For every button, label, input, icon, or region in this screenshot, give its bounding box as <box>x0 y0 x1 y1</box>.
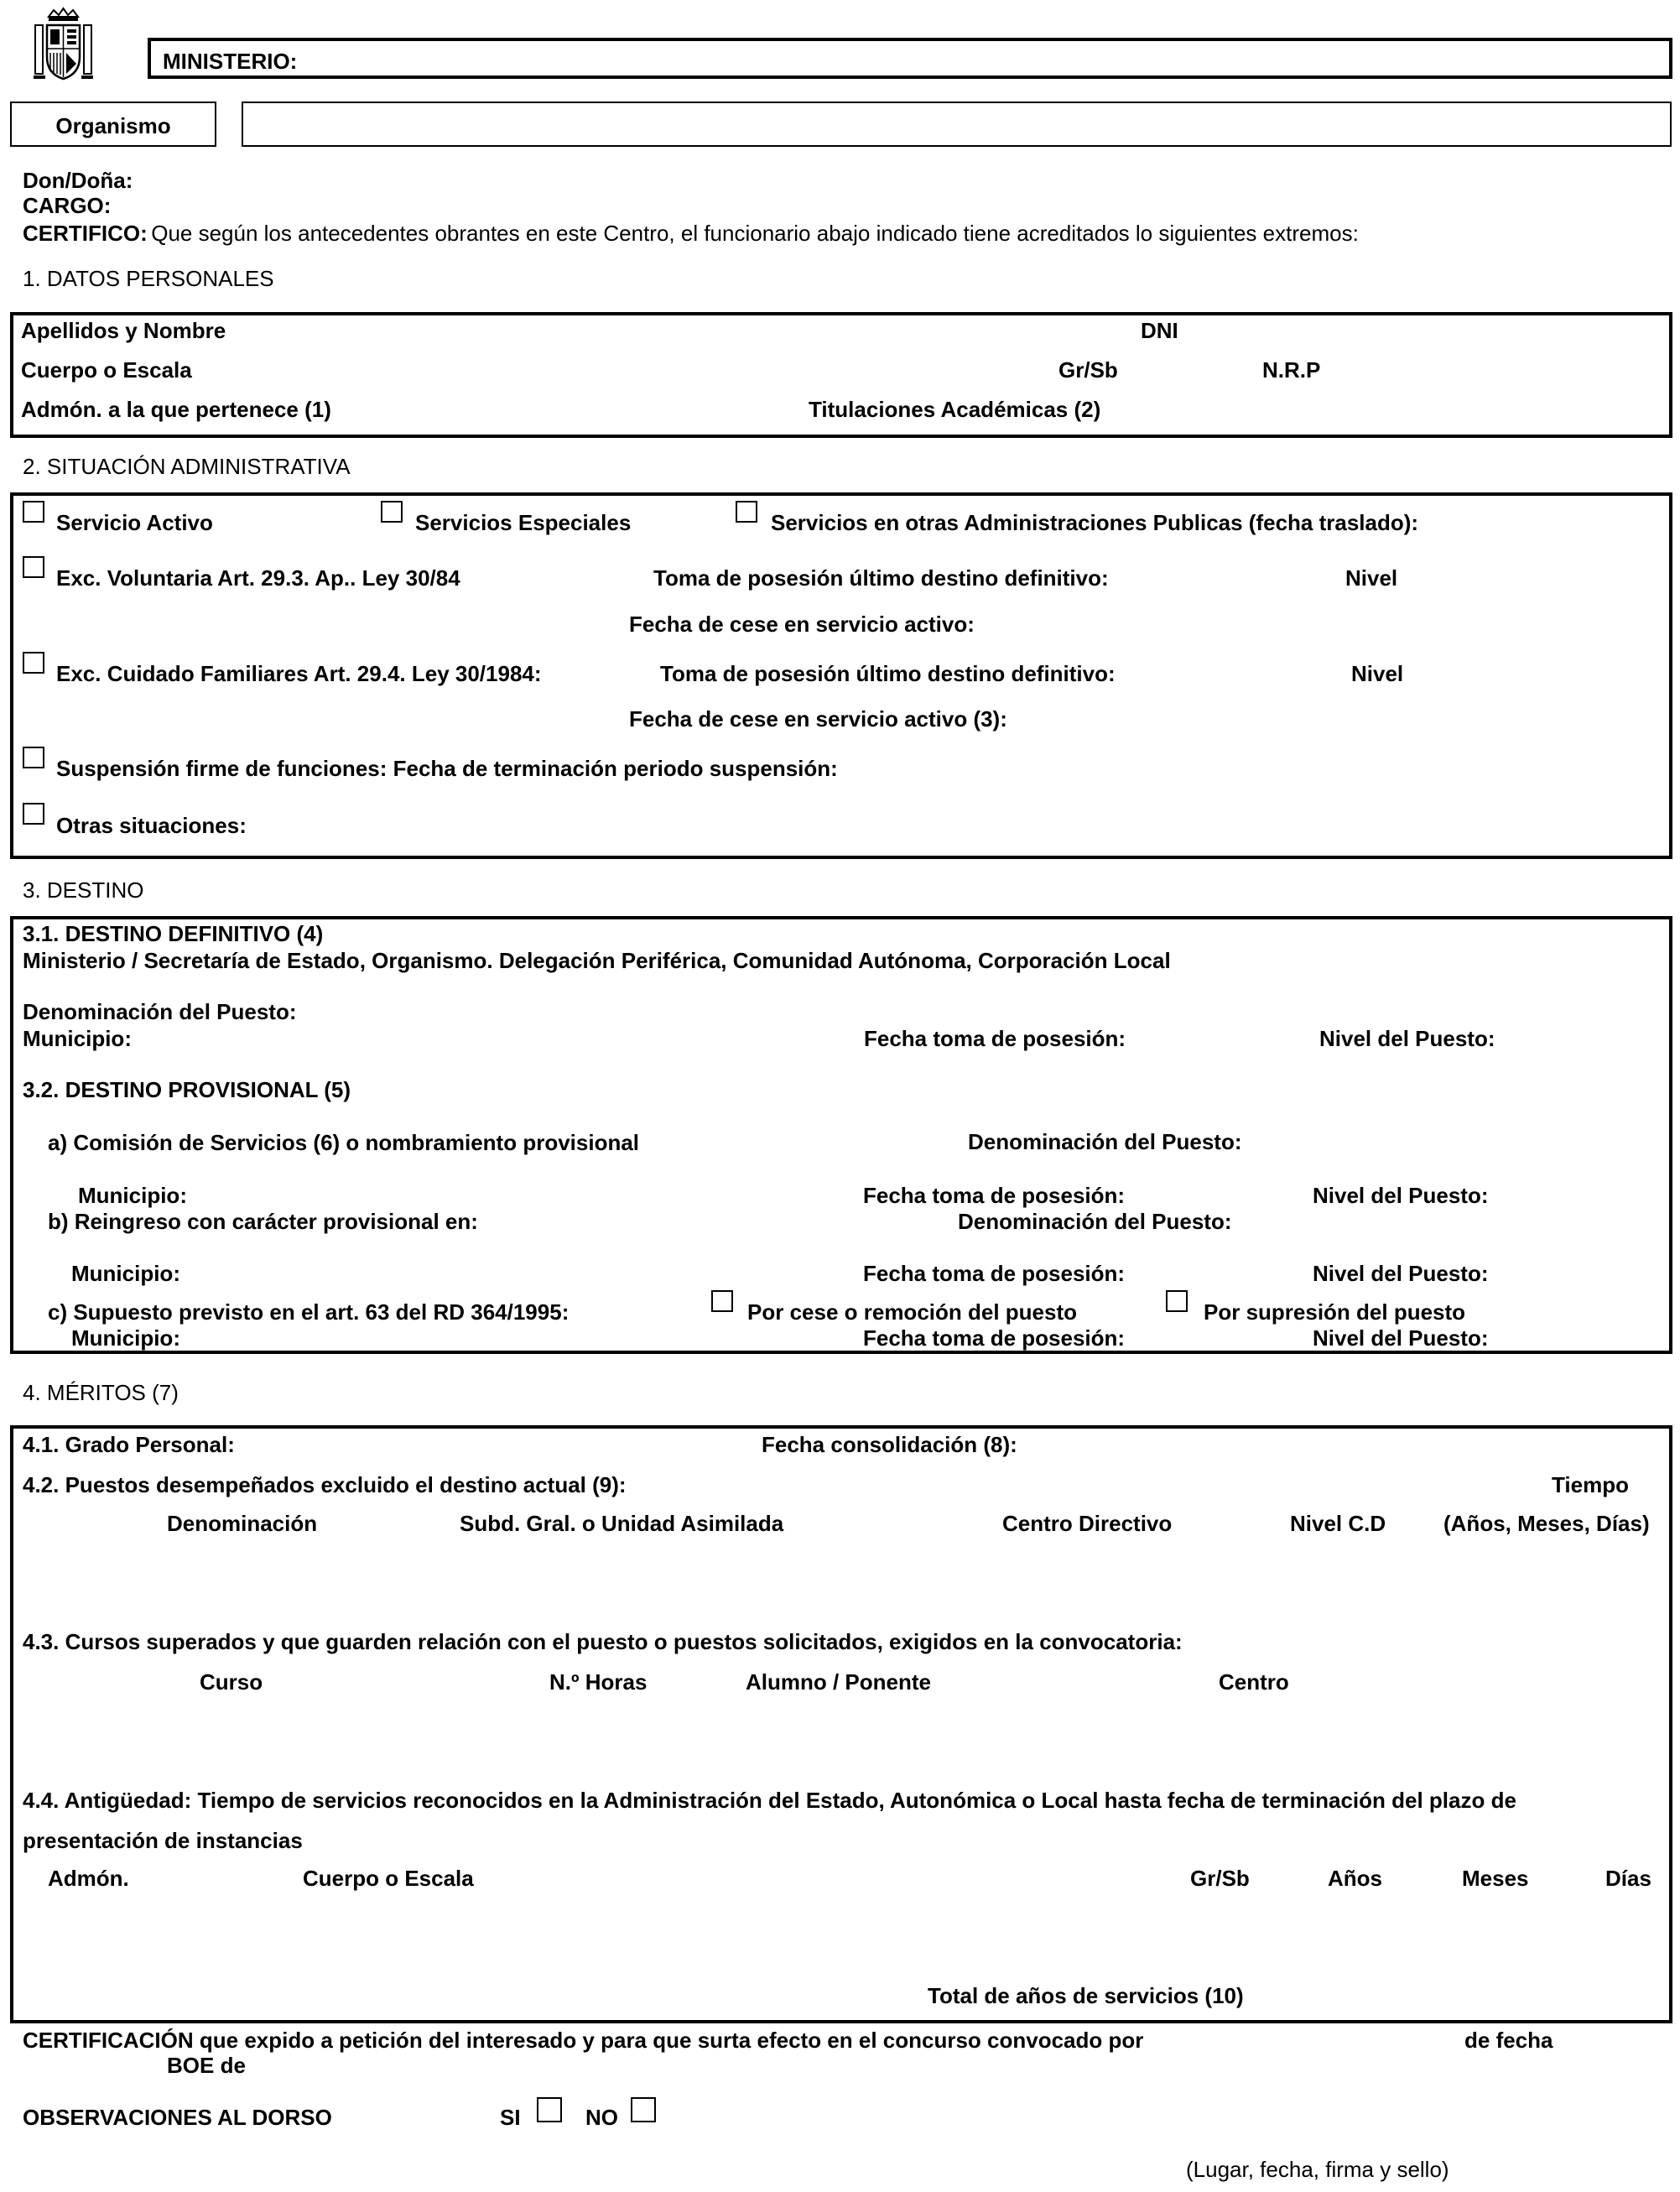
col-cuerpo-escala: Cuerpo o Escala <box>303 1866 474 1891</box>
por-cese-checkbox[interactable] <box>711 1290 733 1312</box>
por-supresion-checkbox[interactable] <box>1166 1290 1188 1312</box>
ministerio-box[interactable] <box>148 38 1672 79</box>
nivel-puesto-label-def: Nivel del Puesto: <box>1319 1026 1495 1051</box>
total-anos-label: Total de años de servicios (10) <box>928 1983 1244 2008</box>
destino-definitivo-title: 3.1. DESTINO DEFINITIVO (4) <box>23 921 324 946</box>
municipio-label-b: Municipio: <box>71 1261 180 1286</box>
fecha-toma-label-b: Fecha toma de posesión: <box>863 1261 1126 1286</box>
si-label: SI <box>500 2105 521 2130</box>
fecha-toma-label-a: Fecha toma de posesión: <box>863 1183 1126 1208</box>
exc-voluntaria-label: Exc. Voluntaria Art. 29.3. Ap.. Ley 30/84 <box>56 565 460 591</box>
servicios-especiales-checkbox[interactable] <box>381 501 403 523</box>
col-centro: Centro <box>1219 1669 1289 1695</box>
admon-label: Admón. a la que pertenece (1) <box>21 397 331 422</box>
comision-servicios-label: a) Comisión de Servicios (6) o nombramiento provisional <box>48 1130 640 1155</box>
municipio-label-a: Municipio: <box>78 1183 187 1208</box>
municipio-label-def: Municipio: <box>23 1026 132 1051</box>
fecha-toma-label-c: Fecha toma de posesión: <box>863 1325 1126 1351</box>
fecha-consolidacion-label: Fecha consolidación (8): <box>762 1432 1017 1457</box>
certificacion-label: CERTIFICACIÓN que expido a petición del interesado y para que surta efecto en el concurso convocado por <box>23 2028 1144 2053</box>
col-centro-directivo: Centro Directivo <box>1002 1511 1173 1536</box>
section-1-title: 1. DATOS PERSONALES <box>23 266 274 291</box>
col-horas: N.º Horas <box>549 1669 648 1695</box>
certifico-label: CERTIFICO: <box>23 221 148 246</box>
otras-admin-label: Servicios en otras Administraciones Publicas (fecha traslado): <box>771 510 1419 535</box>
cursos-label: 4.3. Cursos superados y que guarden relación con el puesto o puestos solicitados, exigidos en la convocatoria: <box>23 1629 1183 1654</box>
ministerio-label: MINISTERIO: <box>163 49 298 74</box>
dni-label: DNI <box>1141 318 1178 343</box>
servicios-especiales-label: Servicios Especiales <box>415 510 632 535</box>
denominacion-label-def: Denominación del Puesto: <box>23 999 297 1024</box>
col-anos: Años <box>1328 1866 1382 1891</box>
si-checkbox[interactable] <box>537 2097 562 2122</box>
certifico-line <box>23 221 1359 247</box>
tiempo-label: Tiempo <box>1552 1472 1629 1497</box>
col-denominacion: Denominación <box>167 1511 318 1536</box>
otras-situaciones-label: Otras situaciones: <box>56 813 247 838</box>
fecha-cese-label-1: Fecha de cese en servicio activo: <box>629 612 975 637</box>
supuesto-label: c) Supuesto previsto en el art. 63 del RD 364/1995: <box>48 1299 570 1325</box>
suspension-label: Suspensión firme de funciones: Fecha de terminación periodo suspensión: <box>56 756 838 781</box>
no-checkbox[interactable] <box>631 2097 656 2122</box>
de-fecha-label: de fecha <box>1464 2028 1553 2053</box>
toma-posesion-label-1: Toma de posesión último destino definitivo: <box>653 565 1109 591</box>
col-subd: Subd. Gral. o Unidad Asimilada <box>460 1511 784 1536</box>
nivel-puesto-label-c: Nivel del Puesto: <box>1313 1325 1489 1351</box>
otras-admin-checkbox[interactable] <box>736 501 757 523</box>
cargo-label: CARGO: <box>23 193 112 218</box>
servicio-activo-checkbox[interactable] <box>23 501 44 523</box>
nivel-puesto-label-a: Nivel del Puesto: <box>1313 1183 1489 1208</box>
por-supresion-label: Por supresión del puesto <box>1204 1299 1466 1325</box>
servicio-activo-label: Servicio Activo <box>56 510 213 535</box>
coat-of-arms-icon <box>32 5 95 85</box>
antiguedad-label-2: presentación de instancias <box>23 1828 303 1853</box>
puestos-label: 4.2. Puestos desempeñados excluido el destino actual (9): <box>23 1472 627 1497</box>
fecha-cese-label-2: Fecha de cese en servicio activo (3): <box>629 706 1007 732</box>
destino-provisional-title: 3.2. DESTINO PROVISIONAL (5) <box>23 1077 351 1102</box>
col-grsb: Gr/Sb <box>1190 1866 1250 1891</box>
municipio-label-c: Municipio: <box>71 1325 180 1351</box>
denominacion-label-b: Denominación del Puesto: <box>958 1209 1232 1234</box>
organismo-field[interactable] <box>242 102 1672 147</box>
section-3-title: 3. DESTINO <box>23 877 144 903</box>
lugar-fecha-firma-label: (Lugar, fecha, firma y sello) <box>1186 2157 1449 2182</box>
col-anos-meses-dias: (Años, Meses, Días) <box>1443 1511 1650 1536</box>
otras-situaciones-checkbox[interactable] <box>23 803 44 825</box>
no-label: NO <box>585 2105 618 2130</box>
destino-definitivo-line: Ministerio / Secretaría de Estado, Organismo. Delegación Periférica, Comunidad Autónoma, Corporación Local <box>23 948 1171 973</box>
col-curso: Curso <box>200 1669 263 1695</box>
reingreso-label: b) Reingreso con carácter provisional en: <box>48 1209 478 1234</box>
section-4-title: 4. MÉRITOS (7) <box>23 1380 179 1405</box>
toma-posesion-label-2: Toma de posesión último destino definitivo: <box>660 661 1116 686</box>
antiguedad-label-1: 4.4. Antigüedad: Tiempo de servicios reconocidos en la Administración del Estado, Autonómica o Local hasta fecha de terminación del plazo de <box>23 1788 1516 1813</box>
grado-personal-label: 4.1. Grado Personal: <box>23 1432 235 1457</box>
nivel-label-1: Nivel <box>1345 565 1398 591</box>
col-nivel-cd: Nivel C.D <box>1290 1511 1386 1536</box>
cuerpo-label: Cuerpo o Escala <box>21 357 192 383</box>
boe-label: BOE de <box>167 2053 246 2078</box>
col-meses: Meses <box>1462 1866 1529 1891</box>
nrp-label: N.R.P <box>1262 357 1321 383</box>
exc-voluntaria-checkbox[interactable] <box>23 556 44 578</box>
certifico-text: Que según los antecedentes obrantes en este Centro, el funcionario abajo indicado tiene acreditados lo siguientes extremos: <box>151 221 1359 246</box>
observaciones-label: OBSERVACIONES AL DORSO <box>23 2105 332 2130</box>
col-admon: Admón. <box>48 1866 129 1891</box>
organismo-label: Organismo <box>55 113 171 138</box>
exc-cuidado-label: Exc. Cuidado Familiares Art. 29.4. Ley 30/1984: <box>56 661 542 686</box>
por-cese-label: Por cese o remoción del puesto <box>747 1299 1077 1325</box>
denominacion-label-a: Denominación del Puesto: <box>968 1129 1242 1154</box>
apellidos-label: Apellidos y Nombre <box>21 318 226 343</box>
suspension-checkbox[interactable] <box>23 747 44 768</box>
nivel-puesto-label-b: Nivel del Puesto: <box>1313 1261 1489 1286</box>
don-dona-label: Don/Doña: <box>23 168 133 193</box>
fecha-toma-label-def: Fecha toma de posesión: <box>864 1026 1126 1051</box>
col-alumno-ponente: Alumno / Ponente <box>746 1669 931 1695</box>
organismo-label-box <box>10 102 216 147</box>
section-2-title: 2. SITUACIÓN ADMINISTRATIVA <box>23 454 351 479</box>
col-dias: Días <box>1605 1866 1651 1891</box>
exc-cuidado-checkbox[interactable] <box>23 652 44 674</box>
titulaciones-label: Titulaciones Académicas (2) <box>809 397 1101 422</box>
nivel-label-2: Nivel <box>1351 661 1404 686</box>
grsb-label: Gr/Sb <box>1058 357 1118 383</box>
